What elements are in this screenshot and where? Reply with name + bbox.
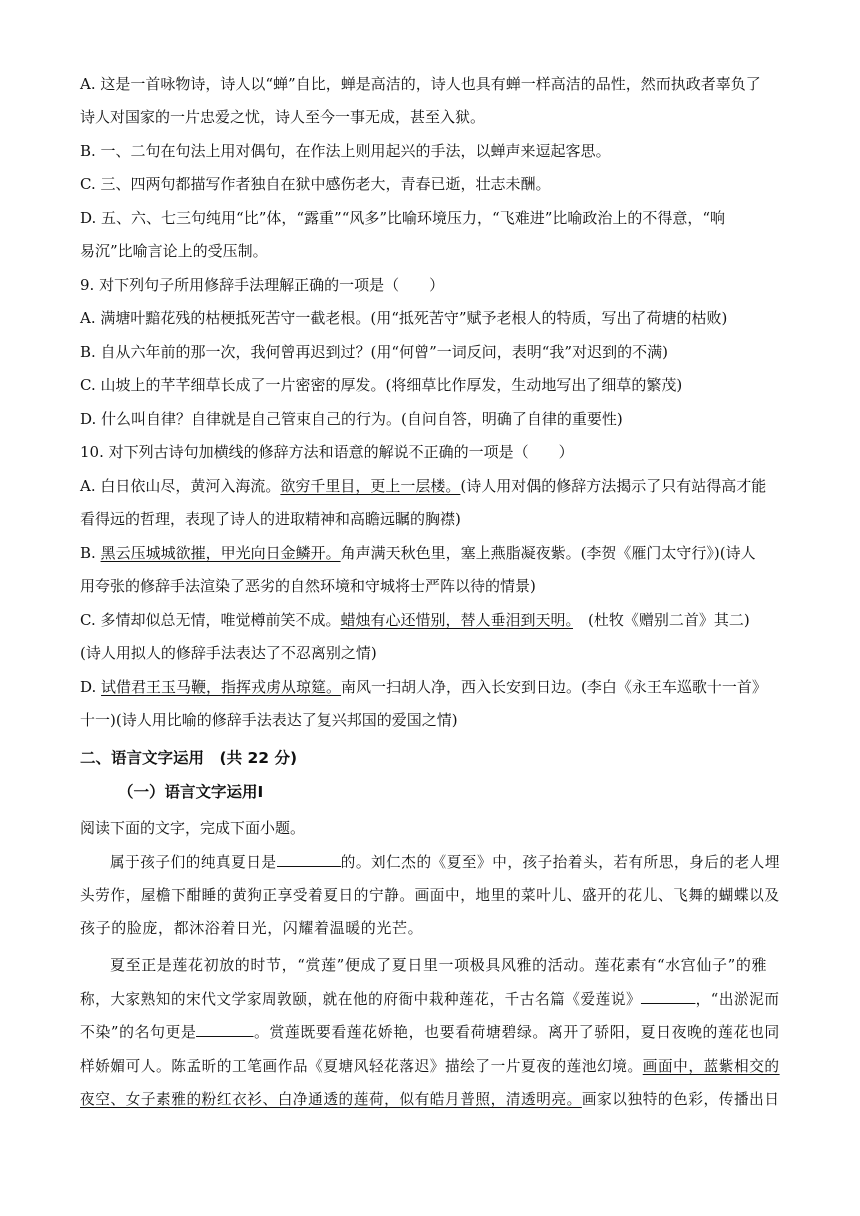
reading-instruction: 阅读下面的文字，完成下面小题。 (80, 819, 306, 837)
q10-c-post: (杜牧《赠别二首》其二) (573, 611, 750, 629)
q8-option-b: B. 一、二句在句法上用对偶句，在作法上则用起兴的手法，以蝉声来逗起客思。 (80, 142, 611, 160)
q8-option-d-line2: 易沉”比喻言论上的受压制。 (80, 242, 268, 260)
q10-d-underlined: 试借君王玉马鞭，指挥戎虏从琼筵。 (101, 678, 342, 696)
q10-a-pre: A. 白日依山尽，黄河入海流。 (80, 477, 281, 495)
passage-text: 不染”的名句更是 (80, 1023, 197, 1041)
passage-underlined-text: 画面中，蓝紫相交的 (642, 1057, 780, 1075)
passage-p2-line5 (80, 1089, 780, 1109)
q9-option-a: A. 满塘叶黯花残的枯梗抵死苦守一截老根。(用“抵死苦守”赋予老根人的特质，写出了荷塘的枯败) (80, 309, 728, 327)
passage-p1-line3: 孩子的脸庞，都沐浴着日光，闪耀着温暖的光芒。 (80, 919, 424, 937)
passage-p2-line4 (80, 1056, 780, 1076)
q8-option-a-line2: 诗人对国家的一片忠爱之忧，诗人至今一事无成，甚至入狱。 (80, 108, 486, 126)
q10-d-pre: D. (80, 678, 102, 696)
q10-option-d-line2: 十一)(诗人用比喻的修辞手法表达了复兴邦国的爱国之情) (80, 711, 458, 729)
q9-option-c: C. 山坡上的芊芊细草长成了一片密密的厚发。(将细草比作厚发，生动地写出了细草的繁茂) (80, 376, 683, 394)
passage-underlined-text: 夜空、女子素雅的粉红衣衫、白净通透的莲荷，似有皓月普照，清透明亮。 (80, 1090, 582, 1108)
q9-stem: 9. 对下列句子所用修辞手法理解正确的一项是（ ） (80, 276, 445, 294)
passage-p2-line1: 夏至正是莲花初放的时节，“赏莲”便成了夏日里一项极具风雅的活动。莲花素有“水宫仙子”的雅 (110, 956, 768, 974)
passage-p2-line2 (80, 989, 779, 1009)
q8-option-c: C. 三、四两句都描写作者独自在狱中感伤老大，青春已逝，壮志未酬。 (80, 175, 551, 193)
fill-blank-2[interactable] (641, 989, 695, 1004)
passage-text: 的。刘仁杰的《夏至》中，孩子抬着头，若有所思，身后的老人埋 (340, 853, 781, 871)
q10-option-b-line1 (80, 543, 756, 563)
q10-b-post: 角声满天秋色里，塞上燕脂凝夜紫。(李贺《雁门太守行》)(诗人 (340, 544, 756, 562)
q10-option-a-line2: 看得远的哲理，表现了诗人的进取精神和高瞻远瞩的胸襟) (80, 510, 461, 528)
passage-text: 画家以独特的色彩，传播出日 (581, 1090, 780, 1108)
q8-option-d-line1: D. 五、六、七三句纯用“比”体，“露重”“风多”比喻环境压力，“飞难进”比喻政治上的不得意，“响 (80, 209, 726, 227)
fill-blank-1[interactable] (277, 852, 341, 867)
q10-option-a-line1 (80, 476, 766, 496)
q10-d-post: 南风一扫胡人净，西入长安到日边。(李白《永王车巡歌十一首》 (341, 678, 767, 696)
section-title: 二、语言文字运用 (共 22 分) (80, 749, 298, 767)
q10-option-c-line1 (80, 610, 750, 630)
q10-b-underlined: 黑云压城城欲摧，甲光向日金鳞开。 (100, 544, 341, 562)
q10-option-c-line2: (诗人用拟人的修辞手法表达了不忍离别之情) (80, 644, 377, 662)
passage-p1-line1 (110, 852, 780, 872)
q10-a-underlined: 欲穷千里目，更上一层楼。 (280, 477, 461, 495)
q10-c-underlined: 蜡烛有心还惜别，替人垂泪到天明。 (340, 611, 573, 629)
passage-p1-line2: 头劳作，屋檐下酣睡的黄狗正享受着夏日的宁静。画面中，地里的菜叶儿、盛开的花儿、飞舞的蝴蝶以及 (80, 886, 780, 904)
q10-option-d-line1 (80, 677, 767, 697)
passage-text: 称，大家熟知的宋代文学家周敦颐，就在他的府衙中栽种莲花，千古名篇《爱莲说》 (80, 990, 642, 1008)
passage-text: 。赏莲既要看莲花娇艳，也要看荷塘碧绿。离开了骄阳，夏日夜晚的莲花也同 (253, 1023, 780, 1041)
q9-option-d: D. 什么叫自律？自律就是自己管束自己的行为。(自问自答，明确了自律的重要性) (80, 410, 623, 428)
q10-a-post: (诗人用对偶的修辞方法揭示了只有站得高才能 (460, 477, 767, 495)
q10-b-pre: B. (80, 544, 101, 562)
passage-text: ，“出淤泥而 (695, 990, 780, 1008)
fill-blank-3[interactable] (196, 1022, 254, 1037)
q8-option-a-line1: A. 这是一首咏物诗，诗人以“蝉”自比，蝉是高洁的，诗人也具有蝉一样高洁的品性，然而执政者辜负了 (80, 75, 761, 93)
passage-text: 样娇媚可人。陈孟昕的工笔画作品《夏塘风轻花落迟》描绘了一片夏夜的莲池幻境。 (80, 1057, 643, 1075)
passage-text: 属于孩子们的纯真夏日是 (110, 853, 277, 871)
passage-p2-line3 (80, 1022, 780, 1042)
q10-c-pre: C. 多情却似总无情，唯觉樽前笑不成。 (80, 611, 341, 629)
q10-stem: 10. 对下列古诗句加横线的修辞方法和语意的解说不正确的一项是（ ） (80, 443, 574, 461)
subsection-title: （一）语言文字运用Ⅰ (118, 783, 264, 801)
q9-option-b: B. 自从六年前的那一次，我何曾再迟到过？(用“何曾”一词反问，表明“我”对迟到的不满) (80, 343, 668, 361)
q10-option-b-line2: 用夸张的修辞手法渲染了恶劣的自然环境和守城将士严阵以待的情景) (80, 577, 536, 595)
